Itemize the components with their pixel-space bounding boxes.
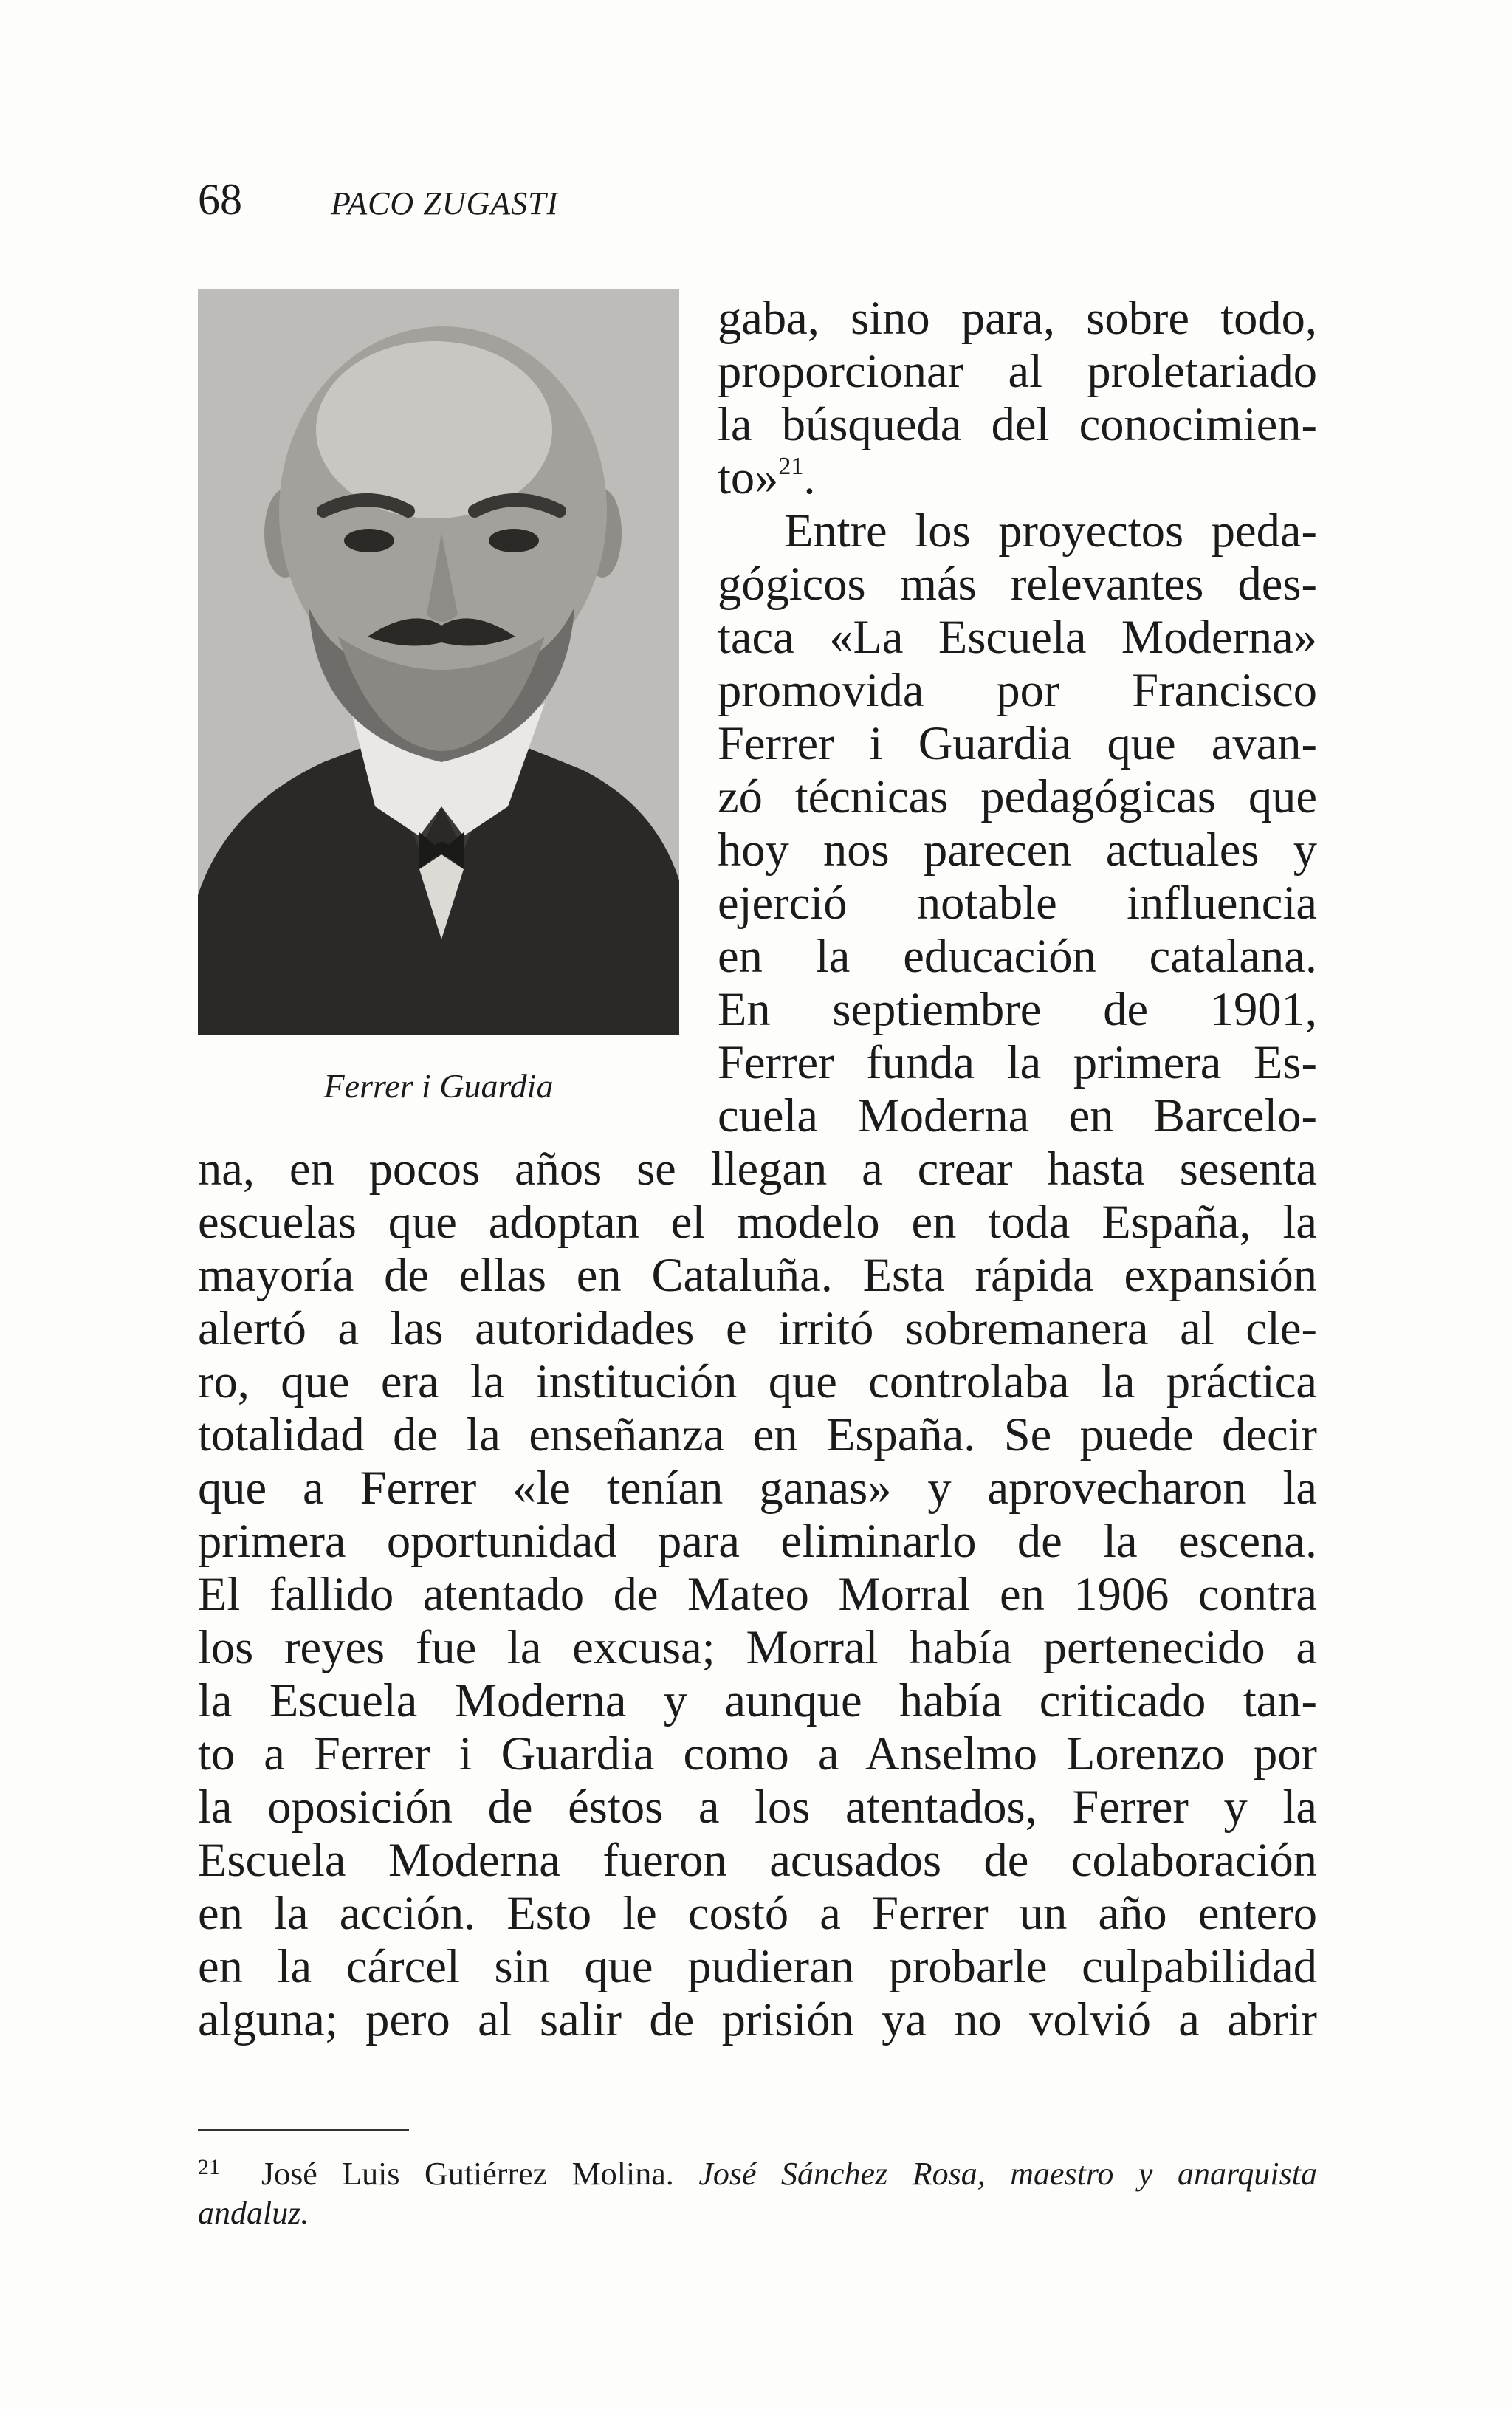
body-line: taca «La Escuela Moderna» — [718, 611, 1317, 663]
body-line: alguna; pero al salir de prisión ya no volvió a abrir — [198, 1993, 1317, 2046]
body-line: promovida por Francisco — [718, 664, 1317, 716]
footnote — [198, 2145, 1317, 2197]
body-line: la búsqueda del conocimien- — [718, 398, 1317, 450]
body-line: totalidad de la enseñanza en España. Se puede decir — [198, 1408, 1317, 1461]
body-line: escuelas que adoptan el modelo en toda España, la — [198, 1196, 1317, 1248]
body-line: alertó a las autoridades e irritó sobremanera al cle- — [198, 1302, 1317, 1354]
body-line: na, en pocos años se llegan a crear hasta sesenta — [198, 1142, 1317, 1195]
body-line: Ferrer funda la primera Es- — [718, 1036, 1317, 1089]
body-line: El fallido atentado de Mateo Morral en 1906 contra — [198, 1568, 1317, 1620]
body-line: Entre los proyectos peda- — [784, 504, 1317, 557]
footnote-number: 21 — [198, 2155, 220, 2179]
body-line: en la cárcel sin que pudieran probarle culpabilidad — [198, 1940, 1317, 1992]
body-line: gaba, sino para, sobre todo, — [718, 292, 1317, 344]
page-number: 68 — [198, 175, 242, 224]
body-line: hoy nos parecen actuales y — [718, 823, 1317, 876]
portrait-photo — [198, 289, 679, 1035]
figure-caption: Ferrer i Guardia — [323, 1067, 554, 1105]
footnote-title: José Sánchez Rosa, maestro y anarquista — [698, 2156, 1318, 2192]
body-line: la Escuela Moderna y aunque había criticado tan- — [198, 1674, 1317, 1727]
body-line: zó técnicas pedagógicas que — [718, 770, 1317, 823]
body-line: gógicos más relevantes des- — [718, 558, 1317, 610]
body-line: mayoría de ellas en Cataluña. Esta rápida expansión — [198, 1249, 1317, 1301]
portrait-illustration — [198, 289, 679, 1035]
body-line: que a Ferrer «le tenían ganas» y aprovecharon la — [198, 1461, 1317, 1514]
body-line: Ferrer i Guardia que avan- — [718, 717, 1317, 770]
body-line — [718, 451, 1317, 504]
body-line: En septiembre de 1901, — [718, 983, 1317, 1035]
body-line: cuela Moderna en Barcelo- — [718, 1089, 1317, 1142]
footnote-separator — [198, 2129, 409, 2131]
body-line: ro, que era la institución que controlaba la práctica — [198, 1355, 1317, 1408]
body-line: en la educación catalana. — [718, 930, 1317, 982]
footnote-author: José Luis Gutiérrez Molina. — [261, 2156, 674, 2192]
footnote-reference-punctuation: . — [803, 451, 816, 504]
body-line: ejerció notable influencia — [718, 877, 1317, 929]
body-line: to a Ferrer i Guardia como a Anselmo Lorenzo por — [198, 1727, 1317, 1780]
body-line: los reyes fue la excusa; Morral había pertenecido a — [198, 1621, 1317, 1673]
body-line: Escuela Moderna fueron acusados de colaboración — [198, 1834, 1317, 1886]
body-line: la oposición de éstos a los atentados, Ferrer y la — [198, 1781, 1317, 1833]
body-line: en la acción. Esto le costó a Ferrer un año entero — [198, 1887, 1317, 1939]
footnote-reference: 21 — [778, 453, 804, 480]
body-line-text: to» — [718, 451, 779, 504]
body-line: primera oportunidad para eliminarlo de la escena. — [198, 1515, 1317, 1567]
footnote-continuation: andaluz. — [198, 2195, 309, 2231]
running-title: PACO ZUGASTI — [331, 185, 559, 222]
body-line: proporcionar al proletariado — [718, 345, 1317, 397]
